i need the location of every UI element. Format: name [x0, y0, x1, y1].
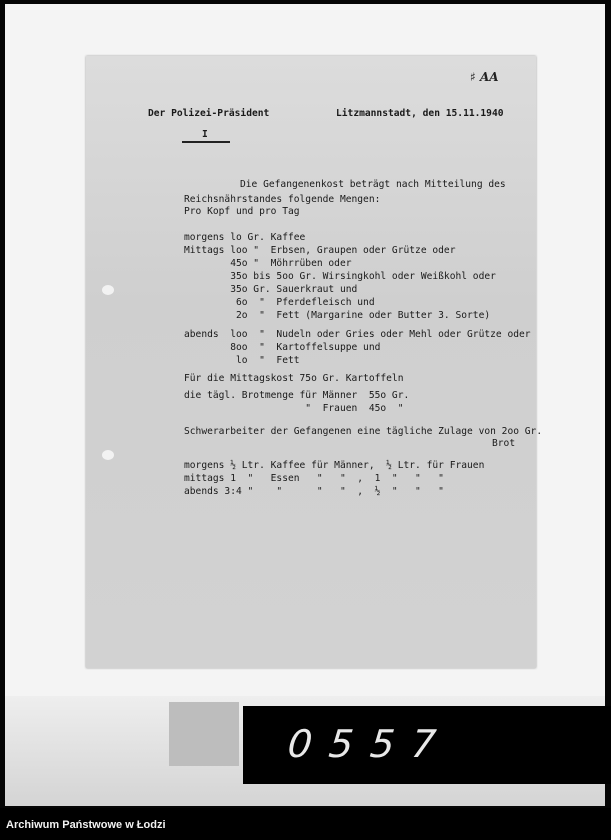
ration-line: 45o " Möhrrüben oder	[184, 258, 352, 269]
heavy-workers-line: Schwerarbeiter der Gefangenen eine tägliche Zulage von 2oo Gr.	[184, 426, 543, 437]
scan-shadow	[169, 702, 239, 766]
intro-line-2: Reichsnährstandes folgende Mengen:	[184, 194, 381, 205]
bread-men: die tägl. Brotmenge für Männer 55o Gr.	[184, 390, 410, 401]
ration-line: 2o " Fett (Margarine oder Butter 3. Sorte)	[184, 310, 491, 321]
ration-line: 6o " Pferdefleisch und	[184, 297, 375, 308]
ration-line: 35o bis 5oo Gr. Wirsingkohl oder Weißkohl oder	[184, 271, 496, 282]
archive-number: 0557	[285, 722, 456, 766]
place-date: Litzmannstadt, den 15.11.1940	[336, 108, 504, 119]
intro-line-3: Pro Kopf und pro Tag	[184, 206, 300, 217]
punch-hole-bottom	[102, 450, 114, 460]
ration-line: morgens lo Gr. Kaffee	[184, 232, 306, 243]
coffee-line: mittags 1 " Essen " " , 1 " " "	[184, 473, 444, 484]
intro-line-1: Die Gefangenenkost beträgt nach Mitteilung des	[240, 179, 506, 190]
coffee-line: morgens ½ Ltr. Kaffee für Männer, ½ Ltr. für Frauen	[184, 460, 485, 471]
lunch-potatoes: Für die Mittagskost 75o Gr. Kartoffeln	[184, 373, 404, 384]
coffee-line: abends 3:4 " " " " , ½ " " "	[184, 486, 444, 497]
document-page	[86, 56, 543, 668]
roman-numeral: I	[202, 129, 208, 140]
ration-line: 8oo " Kartoffelsuppe und	[184, 342, 381, 353]
handwritten-marks: ♯ AA	[470, 70, 499, 84]
ration-line: lo " Fett	[184, 355, 300, 366]
heavy-workers-bread: Brot	[492, 438, 516, 449]
ration-line: abends loo " Nudeln oder Gries oder Mehl oder Grütze oder	[184, 329, 531, 340]
sender-heading: Der Polizei-Präsident	[148, 108, 270, 119]
ration-line: Mittags loo " Erbsen, Graupen oder Grütze oder	[184, 245, 456, 256]
archive-credit: Archiwum Państwowe w Łodzi	[6, 819, 166, 831]
punch-hole-top	[102, 285, 114, 295]
ration-line: 35o Gr. Sauerkraut und	[184, 284, 358, 295]
roman-underline	[182, 141, 230, 143]
bread-women: " Frauen 45o "	[184, 403, 404, 414]
